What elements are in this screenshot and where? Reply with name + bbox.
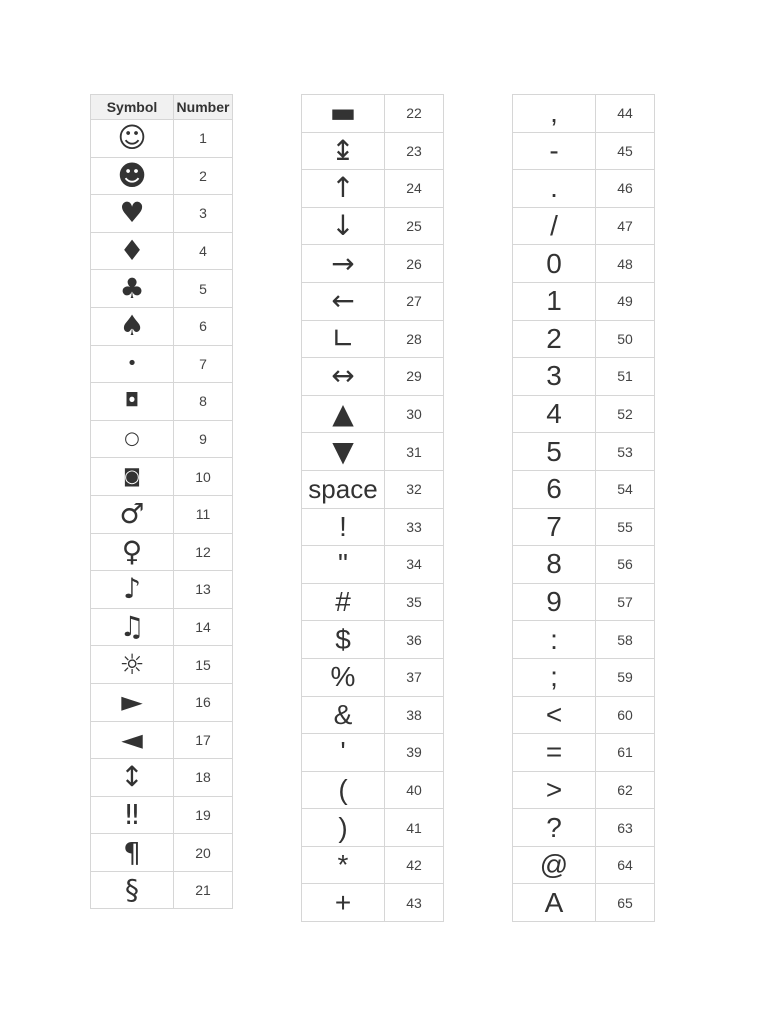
symbol-cell: ○ [91,420,174,458]
symbol-cell: 9 [513,583,596,621]
number-cell: 24 [385,170,444,208]
number-cell: 23 [385,132,444,170]
symbol-cell: § [91,871,174,909]
symbol-cell: , [513,95,596,133]
symbol-cell: > [513,771,596,809]
number-cell: 31 [385,433,444,471]
symbol-cell: ‼ [91,796,174,834]
symbol-cell: ♥ [91,195,174,233]
table-row [91,195,233,233]
table-row [513,358,655,396]
table-row [513,395,655,433]
number-cell: 17 [174,721,233,759]
table-row [513,846,655,884]
symbol-table-column-3 [512,94,655,922]
table-row [513,621,655,659]
symbol-table-2 [301,94,444,922]
number-cell: 60 [596,696,655,734]
symbol-cell: + [302,884,385,922]
number-cell: 50 [596,320,655,358]
symbol-cell: ☻ [91,157,174,195]
number-cell: 65 [596,884,655,922]
table-row [302,433,444,471]
table-row [91,270,233,308]
symbol-cell: / [513,207,596,245]
symbol-cell: ♀ [91,533,174,571]
symbol-cell: " [302,546,385,584]
number-cell: 19 [174,796,233,834]
symbol-cell: ∟ [302,320,385,358]
header-symbol: Symbol [91,95,174,120]
symbol-cell: 6 [513,470,596,508]
table-row [513,809,655,847]
table-row [91,796,233,834]
number-cell: 16 [174,683,233,721]
number-cell: 1 [174,120,233,158]
number-cell: 15 [174,646,233,684]
symbol-cell: . [513,170,596,208]
number-cell: 59 [596,658,655,696]
table-row [513,470,655,508]
number-cell: 61 [596,734,655,772]
table-row [91,383,233,421]
symbol-cell: 8 [513,546,596,584]
table-body-1 [91,120,233,909]
table-row [302,546,444,584]
number-cell: 58 [596,621,655,659]
symbol-cell: = [513,734,596,772]
symbol-cell: 5 [513,433,596,471]
table-row [91,834,233,872]
table-row [302,170,444,208]
number-cell: 5 [174,270,233,308]
symbol-cell: ▬ [302,95,385,133]
symbol-cell: 0 [513,245,596,283]
table-row [302,95,444,133]
symbol-cell: ↑ [302,170,385,208]
table-row [513,771,655,809]
number-cell: 21 [174,871,233,909]
table-row [302,395,444,433]
table-row [513,546,655,584]
table-row [91,571,233,609]
symbol-cell: : [513,621,596,659]
symbol-cell: ▼ [302,433,385,471]
number-cell: 48 [596,245,655,283]
number-cell: 38 [385,696,444,734]
number-cell: 51 [596,358,655,396]
table-row [302,320,444,358]
symbol-cell: ◘ [91,383,174,421]
table-row [302,771,444,809]
table-row [91,646,233,684]
table-row [513,207,655,245]
symbol-cell: ( [302,771,385,809]
table-row [91,608,233,646]
table-row [513,658,655,696]
number-cell: 22 [385,95,444,133]
table-row [91,759,233,797]
symbol-cell: ↕ [91,759,174,797]
number-cell: 4 [174,232,233,270]
number-cell: 49 [596,282,655,320]
table-row [302,132,444,170]
symbol-cell: ↓ [302,207,385,245]
table-row [513,734,655,772]
table-row [91,721,233,759]
number-cell: 62 [596,771,655,809]
symbol-cell: < [513,696,596,734]
number-cell: 29 [385,358,444,396]
symbol-table-column-2 [301,94,444,922]
number-cell: 33 [385,508,444,546]
number-cell: 52 [596,395,655,433]
symbol-cell: ♂ [91,495,174,533]
number-cell: 25 [385,207,444,245]
table-row [513,282,655,320]
symbol-cell: ; [513,658,596,696]
symbol-cell: ♪ [91,571,174,609]
number-cell: 6 [174,307,233,345]
number-cell: 3 [174,195,233,233]
symbol-cell: * [302,846,385,884]
symbol-table-1 [90,94,233,909]
table-row [513,508,655,546]
symbol-cell: ♦ [91,232,174,270]
table-row [91,345,233,383]
symbol-cell: # [302,583,385,621]
table-row [302,245,444,283]
number-cell: 27 [385,282,444,320]
number-cell: 30 [385,395,444,433]
number-cell: 18 [174,759,233,797]
number-cell: 54 [596,470,655,508]
table-row [91,458,233,496]
symbol-cell: ' [302,734,385,772]
symbol-cell: ► [91,683,174,721]
table-row [91,871,233,909]
table-row [302,583,444,621]
number-cell: 2 [174,157,233,195]
number-cell: 47 [596,207,655,245]
table-row [302,282,444,320]
symbol-cell: 7 [513,508,596,546]
symbol-cell: ▲ [302,395,385,433]
table-row [302,470,444,508]
number-cell: 37 [385,658,444,696]
number-cell: 42 [385,846,444,884]
number-cell: 43 [385,884,444,922]
symbol-cell: A [513,884,596,922]
symbol-cell: % [302,658,385,696]
symbol-cell: ) [302,809,385,847]
symbol-cell: ↔ [302,358,385,396]
symbol-cell: $ [302,621,385,659]
table-row [91,420,233,458]
number-cell: 39 [385,734,444,772]
symbol-cell: - [513,132,596,170]
symbol-cell: 4 [513,395,596,433]
symbol-cell: 1 [513,282,596,320]
number-cell: 12 [174,533,233,571]
symbol-cell: ◄ [91,721,174,759]
symbol-cell: @ [513,846,596,884]
number-cell: 10 [174,458,233,496]
symbol-cell: ♣ [91,270,174,308]
symbol-cell: ? [513,809,596,847]
number-cell: 32 [385,470,444,508]
table-row [513,583,655,621]
symbol-cell: & [302,696,385,734]
number-cell: 45 [596,132,655,170]
table-row [302,734,444,772]
symbol-cell: ¶ [91,834,174,872]
table-row [513,320,655,358]
number-cell: 35 [385,583,444,621]
table-body-2 [302,95,444,922]
table-header-row [91,95,233,120]
symbol-cell: → [302,245,385,283]
symbol-cell: ↨ [302,132,385,170]
table-row [302,658,444,696]
table-row [302,358,444,396]
table-row [513,132,655,170]
symbol-cell: 3 [513,358,596,396]
table-row [302,621,444,659]
table-row [91,307,233,345]
symbol-table-column-1 [90,94,233,909]
symbol-cell: ! [302,508,385,546]
table-row [302,884,444,922]
symbol-cell: space [302,470,385,508]
symbol-table-3 [512,94,655,922]
table-row [513,696,655,734]
symbol-cell: ← [302,282,385,320]
number-cell: 13 [174,571,233,609]
number-cell: 63 [596,809,655,847]
table-row [91,120,233,158]
number-cell: 40 [385,771,444,809]
table-row [302,696,444,734]
number-cell: 11 [174,495,233,533]
number-cell: 56 [596,546,655,584]
number-cell: 8 [174,383,233,421]
symbol-cell: ♠ [91,307,174,345]
number-cell: 44 [596,95,655,133]
table-row [91,495,233,533]
table-row [513,95,655,133]
table-row [91,533,233,571]
number-cell: 36 [385,621,444,659]
table-row [513,245,655,283]
table-row [302,207,444,245]
number-cell: 9 [174,420,233,458]
symbol-cell: 2 [513,320,596,358]
number-cell: 14 [174,608,233,646]
symbol-cell: • [91,345,174,383]
number-cell: 28 [385,320,444,358]
table-row [91,683,233,721]
number-cell: 41 [385,809,444,847]
table-row [91,232,233,270]
table-row [302,846,444,884]
number-cell: 57 [596,583,655,621]
symbol-cell: ◙ [91,458,174,496]
number-cell: 26 [385,245,444,283]
number-cell: 34 [385,546,444,584]
number-cell: 46 [596,170,655,208]
header-number: Number [174,95,233,120]
number-cell: 53 [596,433,655,471]
number-cell: 64 [596,846,655,884]
symbol-cell: ♫ [91,608,174,646]
table-row [302,809,444,847]
symbol-cell: ☼ [91,646,174,684]
symbol-cell: ☺ [91,120,174,158]
number-cell: 7 [174,345,233,383]
number-cell: 55 [596,508,655,546]
number-cell: 20 [174,834,233,872]
table-row [513,433,655,471]
table-row [513,884,655,922]
table-row [91,157,233,195]
table-body-3 [513,95,655,922]
table-row [513,170,655,208]
table-row [302,508,444,546]
